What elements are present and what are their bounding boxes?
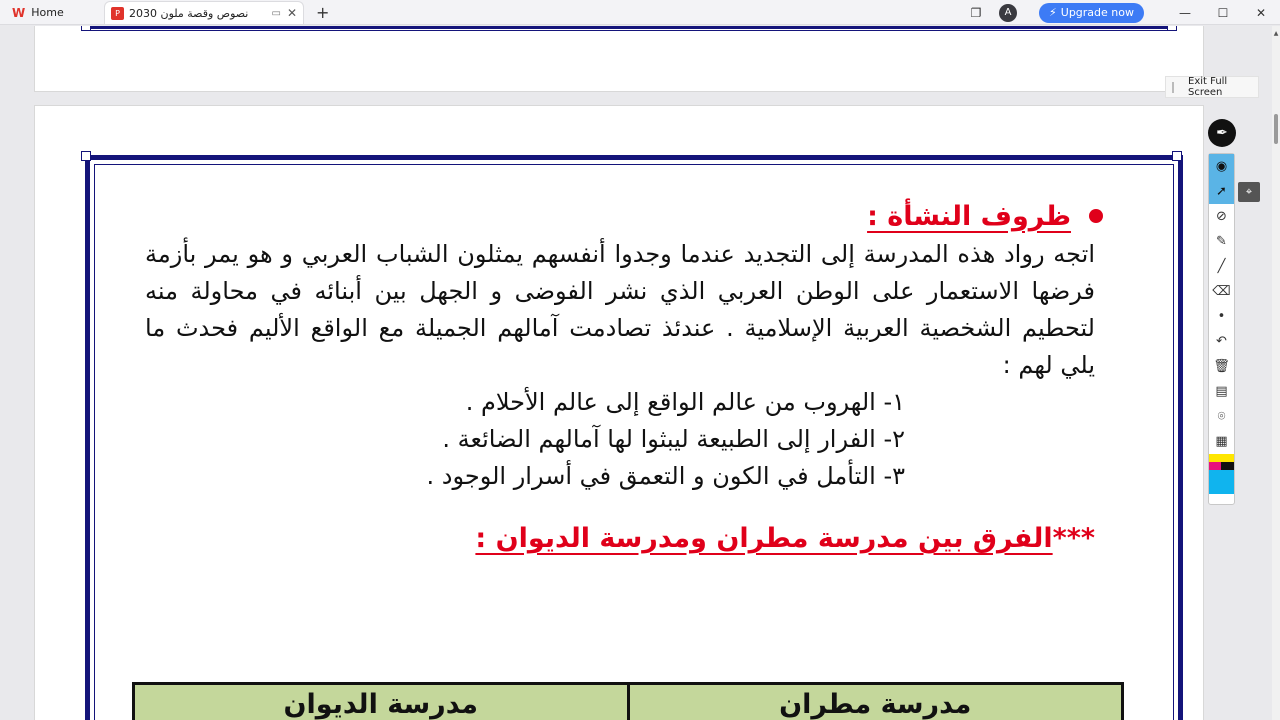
scroll-up-icon[interactable]: ▲ xyxy=(1273,30,1279,37)
document-content xyxy=(135,196,1095,565)
select-mode-icon[interactable]: ⌖ xyxy=(1238,182,1260,202)
trash-icon[interactable]: 🗑 xyxy=(1213,359,1230,374)
page-frame-bottom xyxy=(85,26,1177,31)
color-swatch-yellow[interactable] xyxy=(1209,454,1234,462)
line-icon[interactable]: ╱ xyxy=(1217,259,1226,274)
minimize-button[interactable]: — xyxy=(1179,5,1191,20)
list-item: ٣- التأمل في الكون و التعمق في أسرار الوجود . xyxy=(426,462,905,490)
wps-logo-icon: W xyxy=(12,5,26,20)
eraser-icon[interactable]: ⌫ xyxy=(1212,284,1231,299)
table-header-cell: مدرسة الديوان xyxy=(135,685,630,720)
page-previous xyxy=(34,26,1204,92)
frame-corner xyxy=(1167,26,1177,31)
drag-handle-icon xyxy=(1172,82,1174,93)
comparison-table xyxy=(132,682,1124,720)
upgrade-label: Upgrade now xyxy=(1060,6,1134,19)
tab-home[interactable] xyxy=(4,2,99,23)
new-tab-button[interactable]: + xyxy=(316,3,330,22)
clipboard-icon[interactable]: ▦ xyxy=(1215,434,1228,449)
laser-icon[interactable]: ⊘ xyxy=(1216,209,1227,224)
bullet-icon xyxy=(1089,209,1103,223)
dot-icon[interactable]: • xyxy=(1217,309,1226,324)
highlighter-icon[interactable]: ✎ xyxy=(1216,234,1227,249)
section-heading-text: ظروف النشأة : xyxy=(867,200,1071,232)
comparison-heading-text: الفرق بين مدرسة مطران ومدرسة الديوان : xyxy=(475,523,1053,554)
maximize-button[interactable]: ☐ xyxy=(1217,5,1229,20)
pdf-icon: P xyxy=(111,7,124,20)
upgrade-icon: ⚡ xyxy=(1049,6,1057,19)
comparison-heading-prefix: *** xyxy=(1052,523,1095,554)
tab-home-label: Home xyxy=(31,6,64,19)
avatar[interactable]: A xyxy=(999,4,1017,22)
pointer-icon[interactable]: ➚ xyxy=(1209,179,1234,204)
vertical-scrollbar[interactable] xyxy=(1272,26,1280,720)
color-swatch-row xyxy=(1209,462,1234,470)
section-heading xyxy=(135,196,1103,236)
list-item: ١- الهروب من عالم الواقع إلى عالم الأحلام . xyxy=(465,388,905,416)
close-window-button[interactable]: ✕ xyxy=(1255,5,1267,20)
pen-icon[interactable]: ✒ xyxy=(1208,119,1236,147)
document-viewer xyxy=(0,26,1272,720)
close-icon[interactable]: ✕ xyxy=(286,6,297,20)
color-swatch-black[interactable] xyxy=(1221,462,1234,470)
upgrade-button[interactable] xyxy=(1039,3,1144,23)
frame-corner xyxy=(1172,151,1182,161)
table-header-cell: مدرسة مطران xyxy=(779,689,972,720)
eye-icon[interactable]: ◉ xyxy=(1209,154,1234,179)
camera-icon[interactable]: ⌾ xyxy=(1217,409,1226,424)
frame-corner xyxy=(81,151,91,161)
color-swatch-magenta[interactable] xyxy=(1209,462,1221,470)
tab-document[interactable] xyxy=(104,1,304,24)
color-swatch-cyan[interactable] xyxy=(1209,470,1234,494)
scroll-thumb[interactable] xyxy=(1274,114,1278,144)
exit-fullscreen-label: Exit Full Screen xyxy=(1188,76,1228,98)
board-icon[interactable]: ▤ xyxy=(1215,384,1228,399)
title-bar xyxy=(0,0,1280,25)
page-current xyxy=(34,105,1204,720)
undo-icon[interactable]: ↶ xyxy=(1216,334,1227,349)
window-restore-icon[interactable]: ❐ xyxy=(970,5,982,20)
list-item: ٢- الفرار إلى الطبيعة ليبثوا لها آمالهم الضائعة . xyxy=(442,425,905,453)
annotation-toolbar xyxy=(1208,153,1235,505)
comparison-heading xyxy=(135,523,1095,565)
tab-document-title: نصوص وقصة ملون 2030 xyxy=(129,6,249,20)
body-paragraph: اتجه رواد هذه المدرسة إلى التجديد عندما وجدوا أنفسهم يمثلون الشباب العربي و هو يمر بأزمة فرضها الاستعمار على الوطن العربي الذي نشر الفوضى و الجهل بين أبنائه في محاولة منه لتحطيم الشخصية العربية الإسلامية . عندئذ تصادمت آمالهم الجميلة مع الواقع الأليم فحدث ما يلي لهم : xyxy=(145,240,1095,379)
frame-corner xyxy=(81,26,91,31)
monitor-icon: ▭ xyxy=(271,7,281,19)
exit-fullscreen-button[interactable] xyxy=(1165,76,1259,98)
